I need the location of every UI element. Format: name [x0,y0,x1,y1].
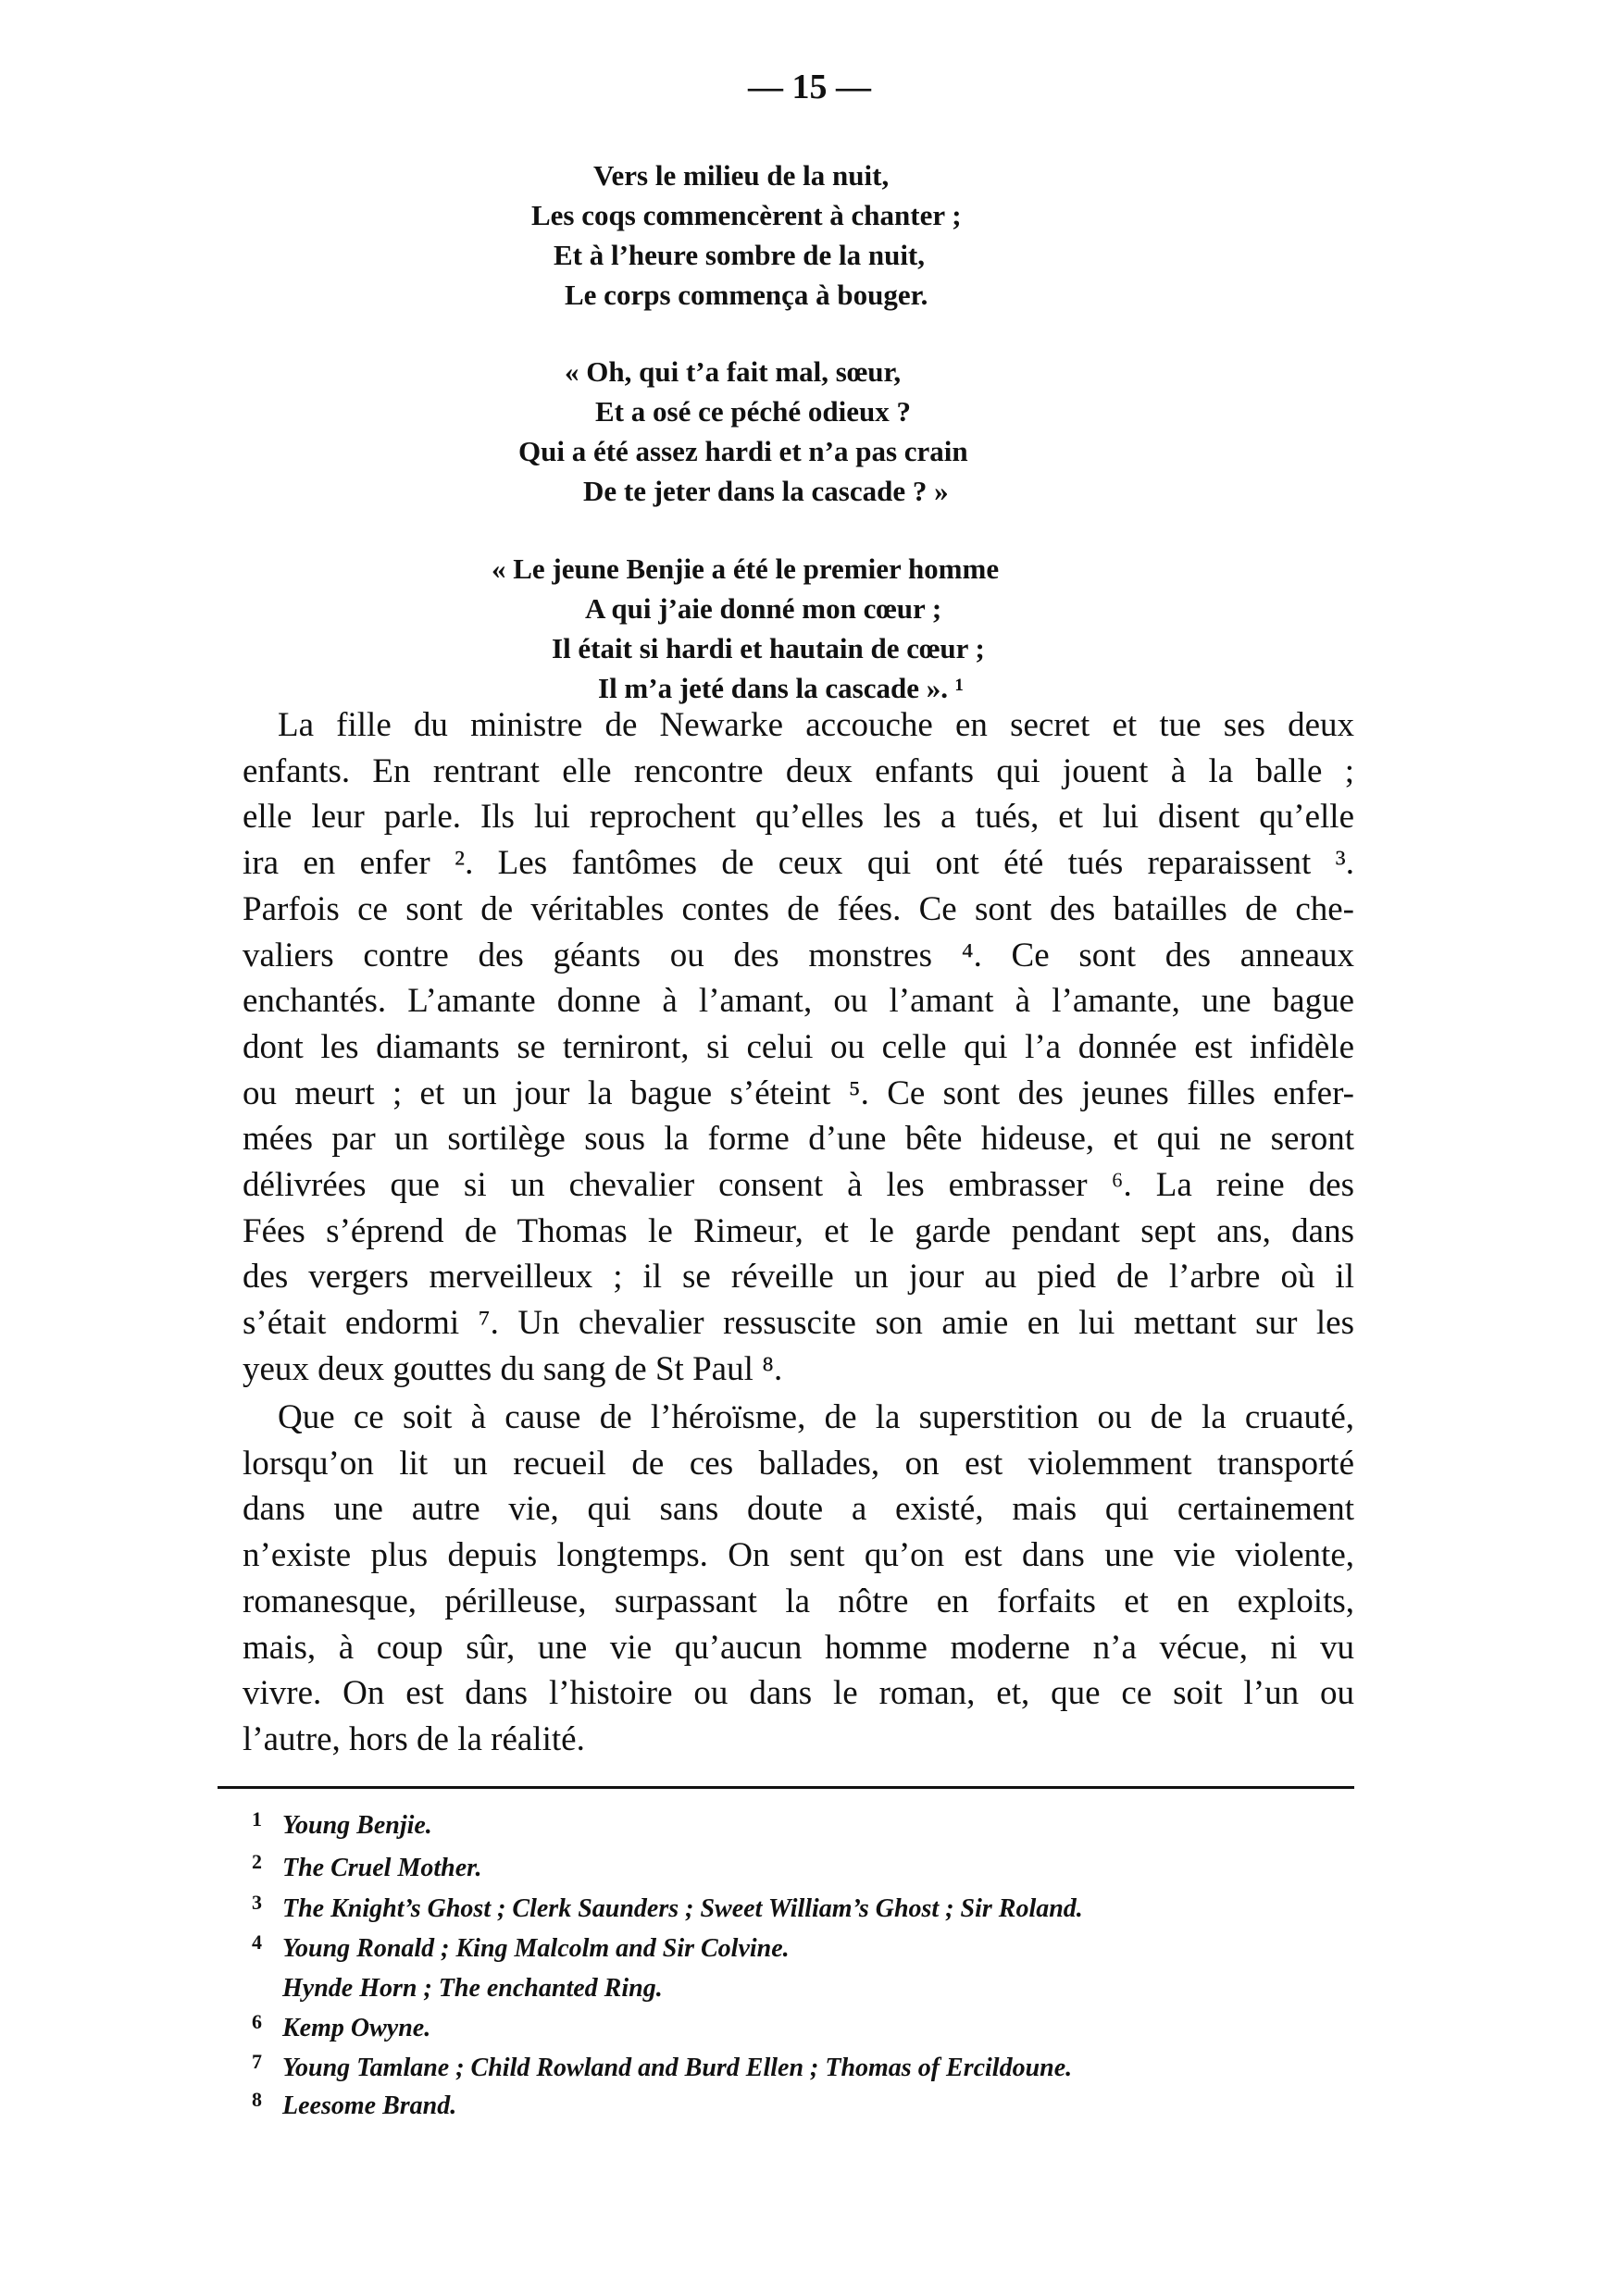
paragraph-line: n’existe plus depuis longtemps. On sent qu’on est dans une vie violente, [243,1536,1354,1575]
footnote-divider [218,1786,1354,1789]
paragraph-line: mées par un sortilège sous la forme d’une bête hideuse, et qui ne seront [243,1120,1354,1159]
footnote-number: 1 [252,1807,262,1831]
footnote-text: Leesome Brand. [282,2091,457,2120]
footnote-number: 3 [252,1891,262,1914]
footnote-number: 2 [252,1850,262,1873]
paragraph-line: dont les diamants se terniront, si celui ou celle qui l’a donnée est infidèle [243,1027,1354,1066]
verse-line: « Oh, qui t’a fait mal, sœur, [565,355,902,388]
paragraph-line: s’était endormi ⁷. Un chevalier ressuscite son amie en lui mettant sur les [243,1304,1354,1343]
paragraph-line: dans une autre vie, qui sans doute a existé, mais qui certainement [243,1490,1354,1529]
paragraph-line: délivrées que si un chevalier consent à les embrasser ⁶. La reine des [243,1166,1354,1204]
verse-line: Le corps commença à bouger. [565,279,928,311]
verse-line: Qui a été assez hardi et n’a pas crain [518,435,968,467]
footnote-text: Young Tamlane ; Child Rowland and Burd Ellen ; Thomas of Ercildoune. [282,2054,1073,2082]
verse-line: Il était si hardi et hautain de cœur ; [552,632,985,664]
footnote-text: Young Ronald ; King Malcolm and Sir Colvine. [282,1934,790,1963]
paragraph-line: La fille du ministre de Newarke accouche en secret et tue ses deux [278,706,1354,744]
page-number: — 15 — [748,68,871,106]
paragraph-line: des vergers merveilleux ; il se réveille un jour au pied de l’arbre où il [243,1258,1354,1297]
paragraph-line: yeux deux gouttes du sang de St Paul ⁸. [243,1349,783,1388]
verse-line: Vers le milieu de la nuit, [593,159,890,192]
paragraph-line: Parfois ce sont de véritables contes de fées. Ce sont des batailles de che- [243,889,1354,928]
footnote-text: Young Benjie. [282,1811,432,1840]
paragraph-line: enchantés. L’amante donne à l’amant, ou l’amant à l’amante, une bague [243,982,1354,1021]
verse-line: Et à l’heure sombre de la nuit, [554,239,926,271]
paragraph-line: romanesque, périlleuse, surpassant la nôtre en forfaits et en exploits, [243,1582,1354,1620]
paragraph-line: valiers contre des géants ou des monstres ⁴. Ce sont des anneaux [243,936,1354,974]
footnote-number: 4 [252,1930,262,1954]
verse-line: De te jeter dans la cascade ? » [583,475,949,507]
paragraph-line: Fées s’éprend de Thomas le Rimeur, et le garde pendant sept ans, dans [243,1211,1354,1250]
paragraph-line: ou meurt ; et un jour la bague s’éteint ⁵. Ce sont des jeunes filles enfer- [243,1074,1354,1112]
paragraph-line: ira en enfer ². Les fantômes de ceux qui ont été tués reparaissent ³. [243,844,1354,883]
paragraph-line: Que ce soit à cause de l’héroïsme, de la superstition ou de la cruauté, [278,1398,1354,1436]
verse-line: A qui j’aie donné mon cœur ; [585,592,942,625]
verse-line: « Le jeune Benjie a été le premier homme [492,552,1000,585]
paragraph-line: vivre. On est dans l’histoire ou dans le roman, et, que ce soit l’un ou [243,1674,1354,1713]
footnote-text: Hynde Horn ; The enchanted Ring. [282,1974,663,2003]
verse-line: Il m’a jeté dans la cascade ». ¹ [598,672,965,704]
verse-line: Les coqs commencèrent à chanter ; [531,199,962,231]
paragraph-line: lorsqu’on lit un recueil de ces ballades, on est violemment transporté [243,1444,1354,1483]
paragraph-line: l’autre, hors de la réalité. [243,1719,585,1758]
footnote-number: 8 [252,2088,262,2111]
paragraph-line: mais, à coup sûr, une vie qu’aucun homme moderne n’a vécue, ni vu [243,1628,1354,1667]
verse-line: Et a osé ce péché odieux ? [595,395,911,428]
footnote-number: 7 [252,2050,262,2073]
footnote-text: Kemp Owyne. [282,2014,431,2042]
paragraph-line: enfants. En rentrant elle rencontre deux enfants qui jouent à la balle ; [243,751,1354,790]
paragraph-line: elle leur parle. Ils lui reprochent qu’elles les a tués, et lui disent qu’elle [243,798,1354,837]
footnote-text: The Cruel Mother. [282,1854,482,1882]
footnote-number: 6 [252,2010,262,2033]
footnote-text: The Knight’s Ghost ; Clerk Saunders ; Sweet William’s Ghost ; Sir Roland. [282,1894,1083,1923]
